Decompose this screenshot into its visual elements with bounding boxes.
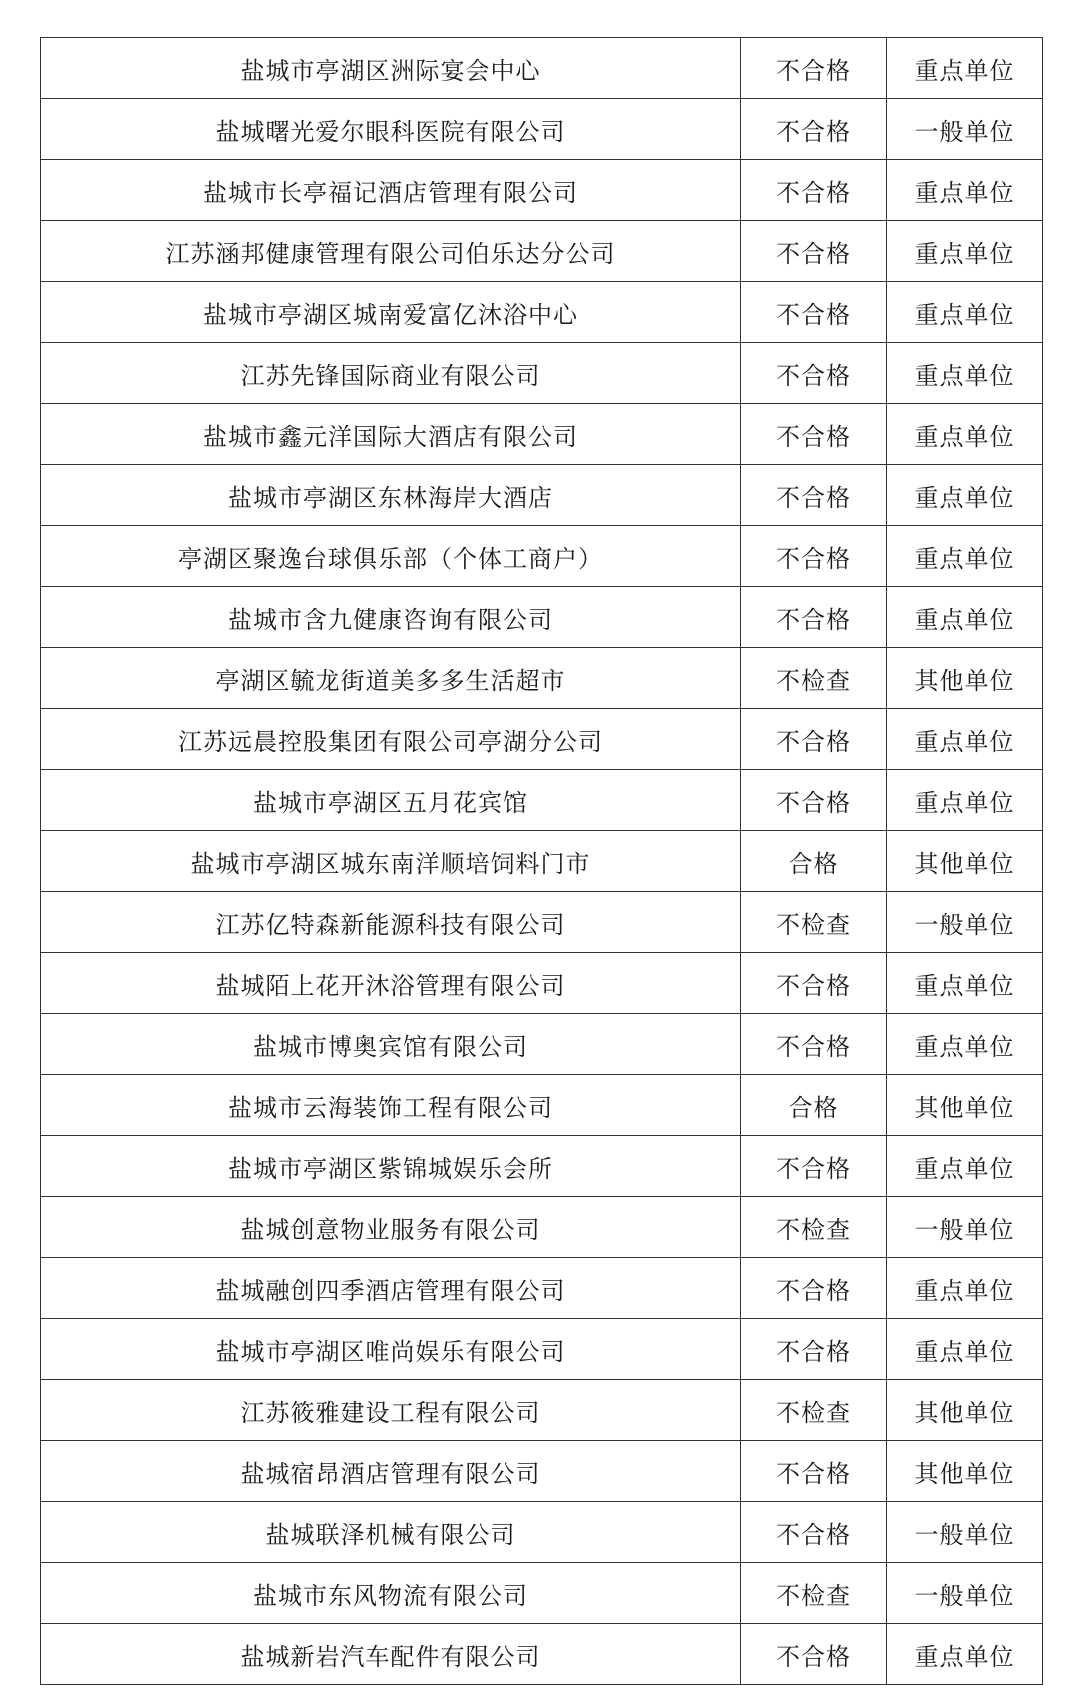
unit-name-cell: 盐城联泽机械有限公司 [41, 1502, 741, 1563]
unit-category-cell: 重点单位 [887, 1624, 1043, 1685]
inspection-result-cell: 不合格 [741, 1258, 887, 1319]
table-row [41, 1624, 1043, 1685]
unit-name-cell: 盐城市亭湖区五月花宾馆 [41, 770, 741, 831]
unit-category-cell: 其他单位 [887, 1075, 1043, 1136]
inspection-result-cell: 不合格 [741, 1502, 887, 1563]
table-row [41, 526, 1043, 587]
unit-category-cell: 重点单位 [887, 709, 1043, 770]
unit-name-cell: 盐城融创四季酒店管理有限公司 [41, 1258, 741, 1319]
unit-category-cell: 一般单位 [887, 1563, 1043, 1624]
inspection-result-cell: 不合格 [741, 953, 887, 1014]
table-row [41, 831, 1043, 892]
unit-category-cell: 一般单位 [887, 1502, 1043, 1563]
table-row [41, 1258, 1043, 1319]
unit-name-cell: 江苏先锋国际商业有限公司 [41, 343, 741, 404]
table-row [41, 465, 1043, 526]
table-row [41, 648, 1043, 709]
inspection-result-cell: 不合格 [741, 38, 887, 99]
unit-name-cell: 盐城市博奥宾馆有限公司 [41, 1014, 741, 1075]
table-row [41, 1502, 1043, 1563]
table-row [41, 1014, 1043, 1075]
unit-name-cell: 江苏亿特森新能源科技有限公司 [41, 892, 741, 953]
inspection-result-cell: 不检查 [741, 892, 887, 953]
unit-name-cell: 盐城市含九健康咨询有限公司 [41, 587, 741, 648]
inspection-result-cell: 合格 [741, 831, 887, 892]
inspection-result-cell: 不合格 [741, 1319, 887, 1380]
unit-category-cell: 其他单位 [887, 831, 1043, 892]
unit-category-cell: 重点单位 [887, 1136, 1043, 1197]
inspection-result-cell: 不合格 [741, 770, 887, 831]
table-row [41, 1075, 1043, 1136]
table-row [41, 770, 1043, 831]
unit-category-cell: 一般单位 [887, 892, 1043, 953]
inspection-result-cell: 不合格 [741, 404, 887, 465]
unit-name-cell: 盐城市亭湖区洲际宴会中心 [41, 38, 741, 99]
unit-name-cell: 江苏筱雅建设工程有限公司 [41, 1380, 741, 1441]
unit-name-cell: 江苏涵邦健康管理有限公司伯乐达分公司 [41, 221, 741, 282]
unit-category-cell: 重点单位 [887, 1258, 1043, 1319]
table-row [41, 404, 1043, 465]
table-row [41, 953, 1043, 1014]
table-row [41, 1563, 1043, 1624]
table-row [41, 160, 1043, 221]
unit-name-cell: 盐城市亭湖区城东南洋顺培饲料门市 [41, 831, 741, 892]
unit-name-cell: 盐城市亭湖区城南爱富亿沐浴中心 [41, 282, 741, 343]
inspection-result-cell: 不合格 [741, 343, 887, 404]
unit-name-cell: 亭湖区聚逸台球俱乐部（个体工商户） [41, 526, 741, 587]
unit-name-cell: 盐城市亭湖区唯尚娱乐有限公司 [41, 1319, 741, 1380]
inspection-result-cell: 不合格 [741, 160, 887, 221]
unit-name-cell: 盐城宿昂酒店管理有限公司 [41, 1441, 741, 1502]
inspection-result-cell: 不检查 [741, 1197, 887, 1258]
unit-category-cell: 其他单位 [887, 1441, 1043, 1502]
unit-name-cell: 盐城创意物业服务有限公司 [41, 1197, 741, 1258]
unit-name-cell: 盐城市亭湖区紫锦城娱乐会所 [41, 1136, 741, 1197]
table-row [41, 1319, 1043, 1380]
table-row [41, 1136, 1043, 1197]
unit-category-cell: 一般单位 [887, 1197, 1043, 1258]
unit-category-cell: 重点单位 [887, 404, 1043, 465]
table-row [41, 282, 1043, 343]
unit-category-cell: 其他单位 [887, 1380, 1043, 1441]
unit-name-cell: 江苏远晨控股集团有限公司亭湖分公司 [41, 709, 741, 770]
unit-category-cell: 重点单位 [887, 1014, 1043, 1075]
unit-name-cell: 盐城市鑫元洋国际大酒店有限公司 [41, 404, 741, 465]
table-row [41, 99, 1043, 160]
unit-category-cell: 重点单位 [887, 587, 1043, 648]
table-row [41, 1380, 1043, 1441]
unit-name-cell: 盐城曙光爱尔眼科医院有限公司 [41, 99, 741, 160]
inspection-result-cell: 不合格 [741, 1136, 887, 1197]
inspection-result-cell: 不合格 [741, 1441, 887, 1502]
unit-name-cell: 盐城新岩汽车配件有限公司 [41, 1624, 741, 1685]
unit-category-cell: 重点单位 [887, 282, 1043, 343]
unit-name-cell: 亭湖区毓龙街道美多多生活超市 [41, 648, 741, 709]
inspection-result-cell: 不合格 [741, 1624, 887, 1685]
inspection-results-table [40, 37, 1043, 1685]
unit-category-cell: 重点单位 [887, 160, 1043, 221]
unit-name-cell: 盐城市长亭福记酒店管理有限公司 [41, 160, 741, 221]
inspection-result-cell: 不合格 [741, 587, 887, 648]
inspection-result-cell: 不合格 [741, 465, 887, 526]
inspection-result-cell: 不合格 [741, 282, 887, 343]
table-row [41, 587, 1043, 648]
unit-name-cell: 盐城陌上花开沐浴管理有限公司 [41, 953, 741, 1014]
inspection-result-cell: 不合格 [741, 709, 887, 770]
unit-category-cell: 重点单位 [887, 343, 1043, 404]
inspection-result-cell: 不合格 [741, 1014, 887, 1075]
unit-name-cell: 盐城市东风物流有限公司 [41, 1563, 741, 1624]
table-row [41, 343, 1043, 404]
inspection-result-cell: 不合格 [741, 99, 887, 160]
table-row [41, 38, 1043, 99]
inspection-result-cell: 不合格 [741, 526, 887, 587]
unit-category-cell: 一般单位 [887, 99, 1043, 160]
unit-category-cell: 重点单位 [887, 1319, 1043, 1380]
inspection-result-cell: 不检查 [741, 1563, 887, 1624]
table-row [41, 892, 1043, 953]
unit-name-cell: 盐城市亭湖区东林海岸大酒店 [41, 465, 741, 526]
inspection-result-cell: 不合格 [741, 221, 887, 282]
unit-category-cell: 重点单位 [887, 465, 1043, 526]
table-row [41, 1441, 1043, 1502]
table-row [41, 1197, 1043, 1258]
unit-category-cell: 重点单位 [887, 221, 1043, 282]
unit-category-cell: 重点单位 [887, 770, 1043, 831]
table-row [41, 709, 1043, 770]
table-row [41, 221, 1043, 282]
unit-category-cell: 其他单位 [887, 648, 1043, 709]
unit-category-cell: 重点单位 [887, 38, 1043, 99]
unit-name-cell: 盐城市云海装饰工程有限公司 [41, 1075, 741, 1136]
inspection-result-cell: 不检查 [741, 1380, 887, 1441]
unit-category-cell: 重点单位 [887, 526, 1043, 587]
inspection-result-cell: 不检查 [741, 648, 887, 709]
table-body [41, 38, 1043, 1685]
inspection-result-cell: 合格 [741, 1075, 887, 1136]
unit-category-cell: 重点单位 [887, 953, 1043, 1014]
